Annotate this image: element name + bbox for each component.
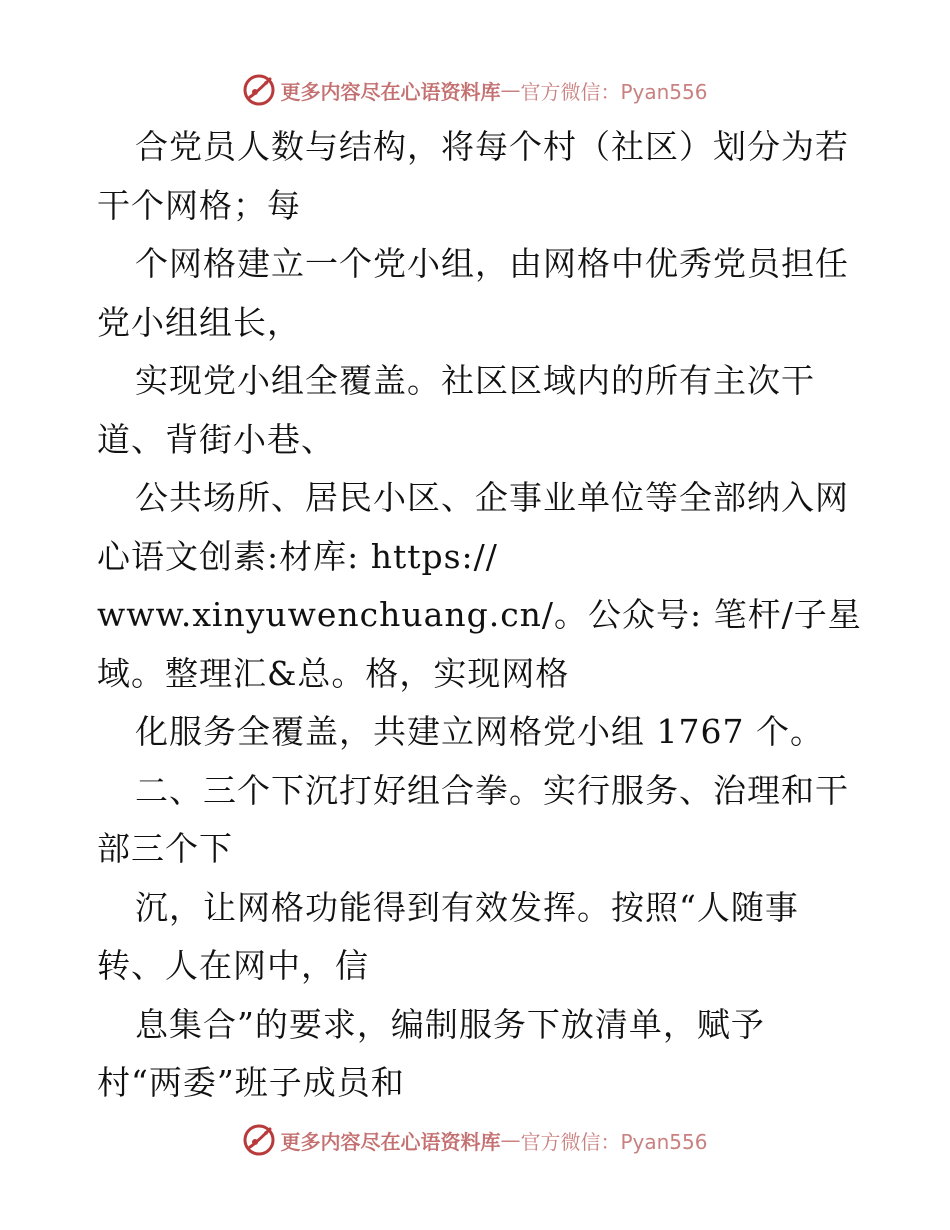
footer-watermark [0, 1120, 950, 1160]
header-wechat: 官方微信：Pyan556 [520, 79, 708, 104]
text-line: 实现党小组全覆盖。社区区域内的所有主次干 [135, 361, 815, 400]
text-line: 个网格建立一个党小组，由网格中优秀党员担任 [135, 244, 849, 283]
text-line: 心语文创素:材库: https:// [97, 536, 498, 576]
text-line: 沉，让网格功能得到有效发挥。按照“人随事 [135, 887, 799, 927]
footer-site-name: 更多内容尽在心语资料库 [280, 1129, 501, 1154]
header-dash: — [500, 78, 521, 102]
text-line: 合党员人数与结构，将每个村（社区）划分为若 [135, 127, 849, 166]
text-line: 息集合”的要求，编制服务下放清单，赋予 [135, 1004, 765, 1044]
text-line: 部三个下 [97, 829, 233, 868]
text-line: 党小组组长， [97, 302, 301, 342]
text-line: 化服务全覆盖，共建立网格党小组 1767 个。 [135, 712, 824, 751]
text-line: 道、背街小巷、 [97, 419, 335, 459]
footer-wechat: 官方微信：Pyan556 [520, 1129, 708, 1154]
document-body [97, 118, 877, 1113]
header-site-name: 更多内容尽在心语资料库 [280, 79, 501, 104]
text-line: 公共场所、居民小区、企事业单位等全部纳入网 [135, 478, 849, 517]
text-line: 二、三个下沉打好组合拳。实行服务、治理和干 [135, 770, 849, 810]
text-line: www.xinyuwenchuang.cn/。公众号: 笔杆/子星 [97, 595, 862, 634]
footer-dash: — [500, 1128, 521, 1152]
text-line: 村“两委”班子成员和 [97, 1063, 405, 1102]
text-line: 干个网格；每 [97, 185, 301, 225]
header-watermark [0, 70, 950, 110]
text-line: 域。整理汇&总。格，实现网格 [97, 653, 570, 693]
pen-brush-logo-icon [242, 73, 276, 107]
text-line: 转、人在网中，信 [97, 946, 369, 985]
pen-brush-logo-icon [242, 1123, 276, 1157]
